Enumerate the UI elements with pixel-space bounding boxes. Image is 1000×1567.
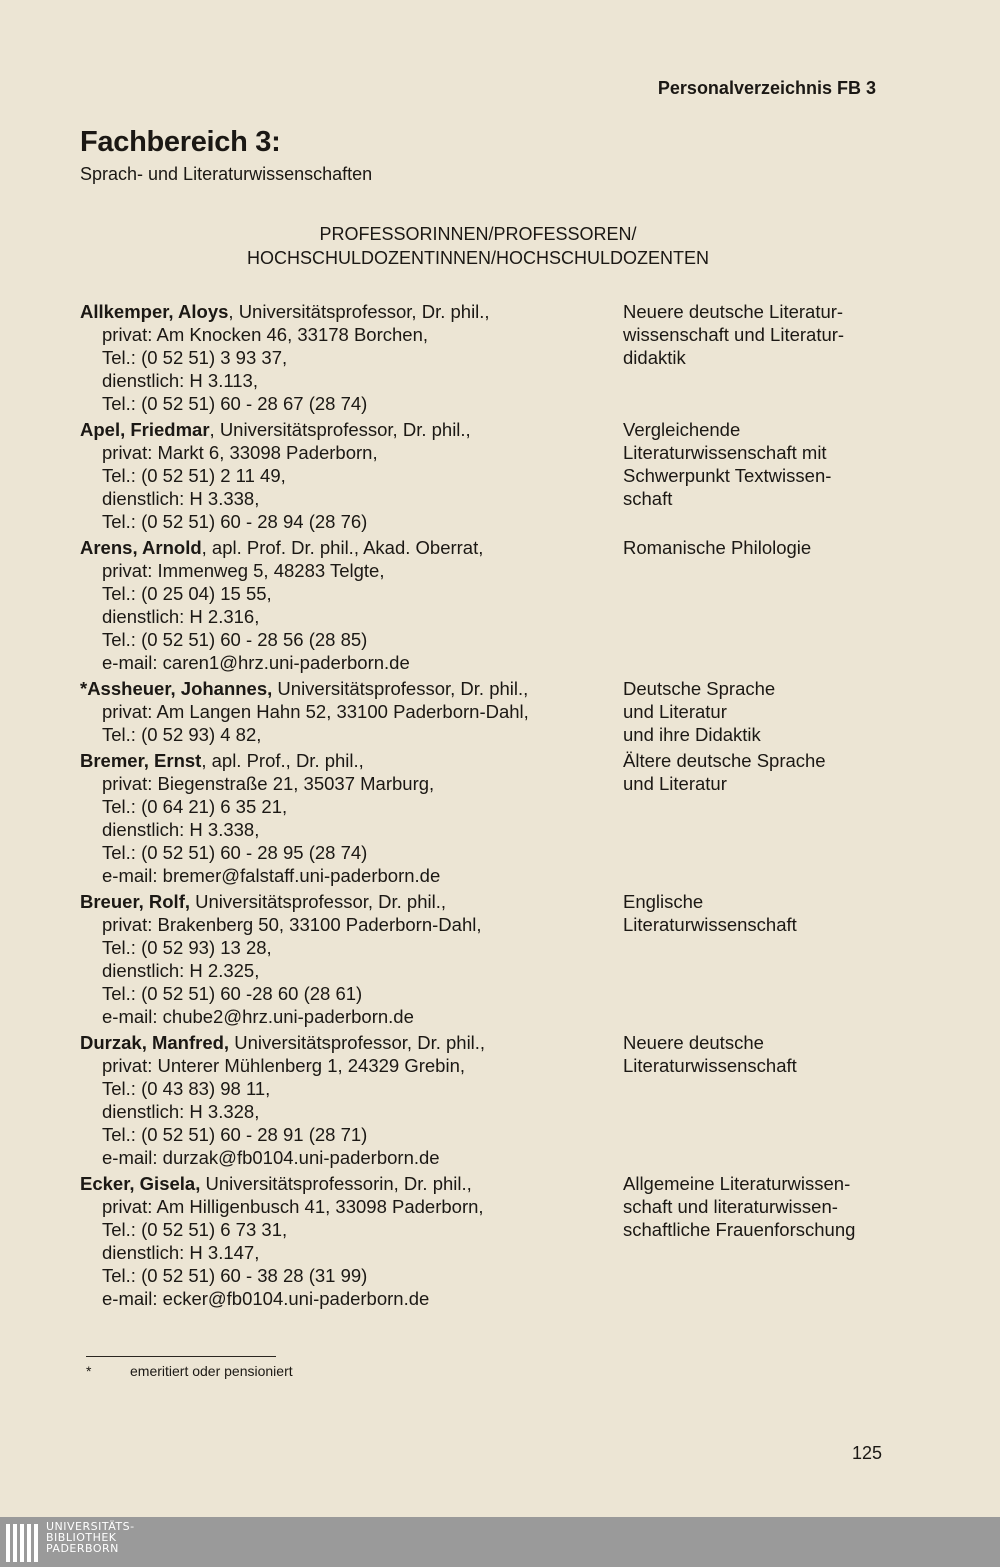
- staff-contact-line: dienstlich: H 3.328,: [102, 1101, 260, 1122]
- staff-contact-line: privat: Brakenberg 50, 33100 Paderborn-Dahl,: [102, 914, 482, 935]
- staff-subject-area: [623, 749, 893, 795]
- staff-name-line: [80, 1031, 620, 1054]
- staff-entry: [80, 677, 900, 746]
- staff-subject-area: [623, 890, 893, 936]
- staff-contact-line: Tel.: (0 52 93) 4 82,: [102, 724, 262, 745]
- staff-contact-line: dienstlich: H 3.147,: [102, 1242, 260, 1263]
- staff-person-details: [80, 677, 620, 746]
- staff-contact-line: Tel.: (0 52 51) 60 - 28 56 (28 85): [102, 629, 368, 650]
- staff-contact-line: privat: Am Hilligenbusch 41, 33098 Paderborn,: [102, 1196, 484, 1217]
- subject-area-line: Literaturwissenschaft: [623, 1055, 797, 1076]
- staff-contact-line: dienstlich: H 3.338,: [102, 488, 260, 509]
- logo-text-line: PADERBORN: [46, 1542, 119, 1555]
- staff-contact-line: privat: Biegenstraße 21, 35037 Marburg,: [102, 773, 435, 794]
- logo-text-line: BIBLIOTHEK: [46, 1531, 117, 1544]
- staff-contact-line: e-mail: chube2@hrz.uni-paderborn.de: [102, 1006, 414, 1027]
- staff-contact-line: Tel.: (0 52 51) 60 -28 60 (28 61): [102, 983, 363, 1004]
- staff-contact-line: privat: Markt 6, 33098 Paderborn,: [102, 442, 378, 463]
- staff-entry: [80, 890, 900, 1028]
- staff-contact-line: Tel.: (0 52 51) 60 - 28 95 (28 74): [102, 842, 368, 863]
- staff-name: Bremer, Ernst: [80, 750, 202, 771]
- staff-contact-line: dienstlich: H 2.325,: [102, 960, 260, 981]
- staff-subject-area: [623, 418, 893, 510]
- staff-contact-line: Tel.: (0 52 51) 60 - 28 91 (28 71): [102, 1124, 368, 1145]
- staff-contact-line: Tel.: (0 43 83) 98 11,: [102, 1078, 271, 1099]
- staff-contact-line: Tel.: (0 64 21) 6 35 21,: [102, 796, 288, 817]
- library-logo-icon: [6, 1524, 38, 1562]
- staff-title: Universitätsprofessor, Dr. phil.,: [229, 1032, 486, 1053]
- staff-person-details: [80, 1031, 620, 1169]
- subject-area-line: schaft: [623, 488, 673, 509]
- staff-person-details: [80, 890, 620, 1028]
- staff-contact-line: e-mail: caren1@hrz.uni-paderborn.de: [102, 652, 410, 673]
- subject-area-line: Neuere deutsche Literatur-: [623, 301, 844, 322]
- subject-area-line: Neuere deutsche: [623, 1032, 764, 1053]
- staff-contact-line: dienstlich: H 3.338,: [102, 819, 260, 840]
- subject-area-line: Schwerpunkt Textwissen-: [623, 465, 832, 486]
- staff-person-details: [80, 749, 620, 887]
- staff-person-details: [80, 418, 620, 533]
- staff-name-line: [80, 677, 620, 700]
- staff-subject-area: [623, 1172, 893, 1241]
- staff-person-details: [80, 300, 620, 415]
- category-heading: [80, 222, 876, 270]
- footnote-text: emeritiert oder pensioniert: [130, 1363, 293, 1379]
- logo-text-line: UNIVERSITÄTS-: [46, 1520, 135, 1533]
- subject-area-line: wissenschaft und Literatur-: [623, 324, 845, 345]
- staff-contact-line: Tel.: (0 52 51) 60 - 38 28 (31 99): [102, 1265, 368, 1286]
- staff-entry: [80, 300, 900, 415]
- footnote-marker: *: [86, 1363, 92, 1379]
- staff-name-line: [80, 890, 620, 913]
- staff-name: Arens, Arnold: [80, 537, 202, 558]
- staff-subject-area: [623, 1031, 893, 1077]
- staff-name-line: [80, 300, 620, 323]
- staff-subject-area: [623, 300, 893, 369]
- staff-name-line: [80, 749, 620, 772]
- staff-contact-line: e-mail: bremer@falstaff.uni-paderborn.de: [102, 865, 441, 886]
- staff-contact-line: Tel.: (0 52 51) 3 93 37,: [102, 347, 288, 368]
- staff-title: Universitätsprofessorin, Dr. phil.,: [200, 1173, 472, 1194]
- staff-subject-area: [623, 536, 893, 559]
- subject-area-line: Ältere deutsche Sprache: [623, 750, 826, 771]
- section-title: Fachbereich 3:: [80, 126, 281, 158]
- staff-name: Ecker, Gisela,: [80, 1173, 201, 1194]
- staff-contact-line: e-mail: ecker@fb0104.uni-paderborn.de: [102, 1288, 430, 1309]
- staff-list: [80, 300, 900, 1313]
- staff-contact-line: privat: Immenweg 5, 48283 Telgte,: [102, 560, 385, 581]
- category-heading-line: HOCHSCHULDOZENTINNEN/HOCHSCHULDOZENTEN: [246, 248, 710, 268]
- library-logo: [6, 1521, 135, 1562]
- subject-area-line: Vergleichende: [623, 419, 741, 440]
- staff-contact-line: dienstlich: H 2.316,: [102, 606, 260, 627]
- subject-area-line: Englische: [623, 891, 704, 912]
- staff-contact-line: Tel.: (0 52 51) 60 - 28 94 (28 76): [102, 511, 368, 532]
- subject-area-line: schaftliche Frauenforschung: [623, 1219, 856, 1240]
- staff-name-line: [80, 1172, 620, 1195]
- staff-entry: [80, 418, 900, 533]
- staff-title: , apl. Prof. Dr. phil., Akad. Oberrat,: [201, 537, 484, 558]
- staff-entry: [80, 1031, 900, 1169]
- staff-contact-line: e-mail: durzak@fb0104.uni-paderborn.de: [102, 1147, 440, 1168]
- staff-name: Allkemper, Aloys: [80, 301, 229, 322]
- staff-contact-line: Tel.: (0 52 51) 2 11 49,: [102, 465, 286, 486]
- staff-contact-line: Tel.: (0 52 51) 6 73 31,: [102, 1219, 288, 1240]
- staff-contact-line: privat: Am Knocken 46, 33178 Borchen,: [102, 324, 429, 345]
- staff-name: Apel, Friedmar: [80, 419, 210, 440]
- staff-entry: [80, 536, 900, 674]
- section-subtitle: Sprach- und Literaturwissenschaften: [80, 164, 373, 184]
- staff-name: Breuer, Rolf,: [80, 891, 190, 912]
- subject-area-line: Deutsche Sprache: [623, 678, 776, 699]
- staff-contact-line: Tel.: (0 25 04) 15 55,: [102, 583, 272, 604]
- subject-area-line: schaft und literaturwissen-: [623, 1196, 838, 1217]
- subject-area-line: Literaturwissenschaft mit: [623, 442, 827, 463]
- page-number: 125: [851, 1443, 882, 1463]
- footnote: [86, 1363, 293, 1379]
- footnote-divider: [86, 1356, 276, 1357]
- subject-area-line: und Literatur: [623, 701, 727, 722]
- staff-entry: [80, 1172, 900, 1310]
- subject-area-line: und Literatur: [623, 773, 727, 794]
- category-heading-line: PROFESSORINNEN/PROFESSOREN/: [319, 224, 637, 244]
- staff-title: Universitätsprofessor, Dr. phil.,: [190, 891, 447, 912]
- staff-contact-line: Tel.: (0 52 93) 13 28,: [102, 937, 272, 958]
- staff-contact-line: Tel.: (0 52 51) 60 - 28 67 (28 74): [102, 393, 368, 414]
- staff-entry: [80, 749, 900, 887]
- staff-name: *Assheuer, Johannes,: [80, 678, 273, 699]
- subject-area-line: Allgemeine Literaturwissen-: [623, 1173, 851, 1194]
- subject-area-line: didaktik: [623, 347, 686, 368]
- staff-name-line: [80, 536, 620, 559]
- staff-title: , apl. Prof., Dr. phil.,: [201, 750, 364, 771]
- staff-contact-line: privat: Unterer Mühlenberg 1, 24329 Grebin,: [102, 1055, 466, 1076]
- staff-person-details: [80, 536, 620, 674]
- staff-title: Universitätsprofessor, Dr. phil.,: [272, 678, 529, 699]
- staff-title: , Universitätsprofessor, Dr. phil.,: [228, 301, 490, 322]
- staff-contact-line: privat: Am Langen Hahn 52, 33100 Paderborn-Dahl,: [102, 701, 529, 722]
- subject-area-line: Romanische Philologie: [623, 537, 812, 558]
- subject-area-line: Literaturwissenschaft: [623, 914, 797, 935]
- library-footer-bar: [0, 1517, 1000, 1567]
- staff-name-line: [80, 418, 620, 441]
- staff-contact-line: dienstlich: H 3.113,: [102, 370, 258, 391]
- staff-person-details: [80, 1172, 620, 1310]
- running-head: Personalverzeichnis FB 3: [657, 78, 876, 98]
- staff-name: Durzak, Manfred,: [80, 1032, 230, 1053]
- subject-area-line: und ihre Didaktik: [623, 724, 761, 745]
- library-logo-text: [46, 1521, 135, 1554]
- staff-subject-area: [623, 677, 893, 746]
- staff-title: , Universitätsprofessor, Dr. phil.,: [209, 419, 471, 440]
